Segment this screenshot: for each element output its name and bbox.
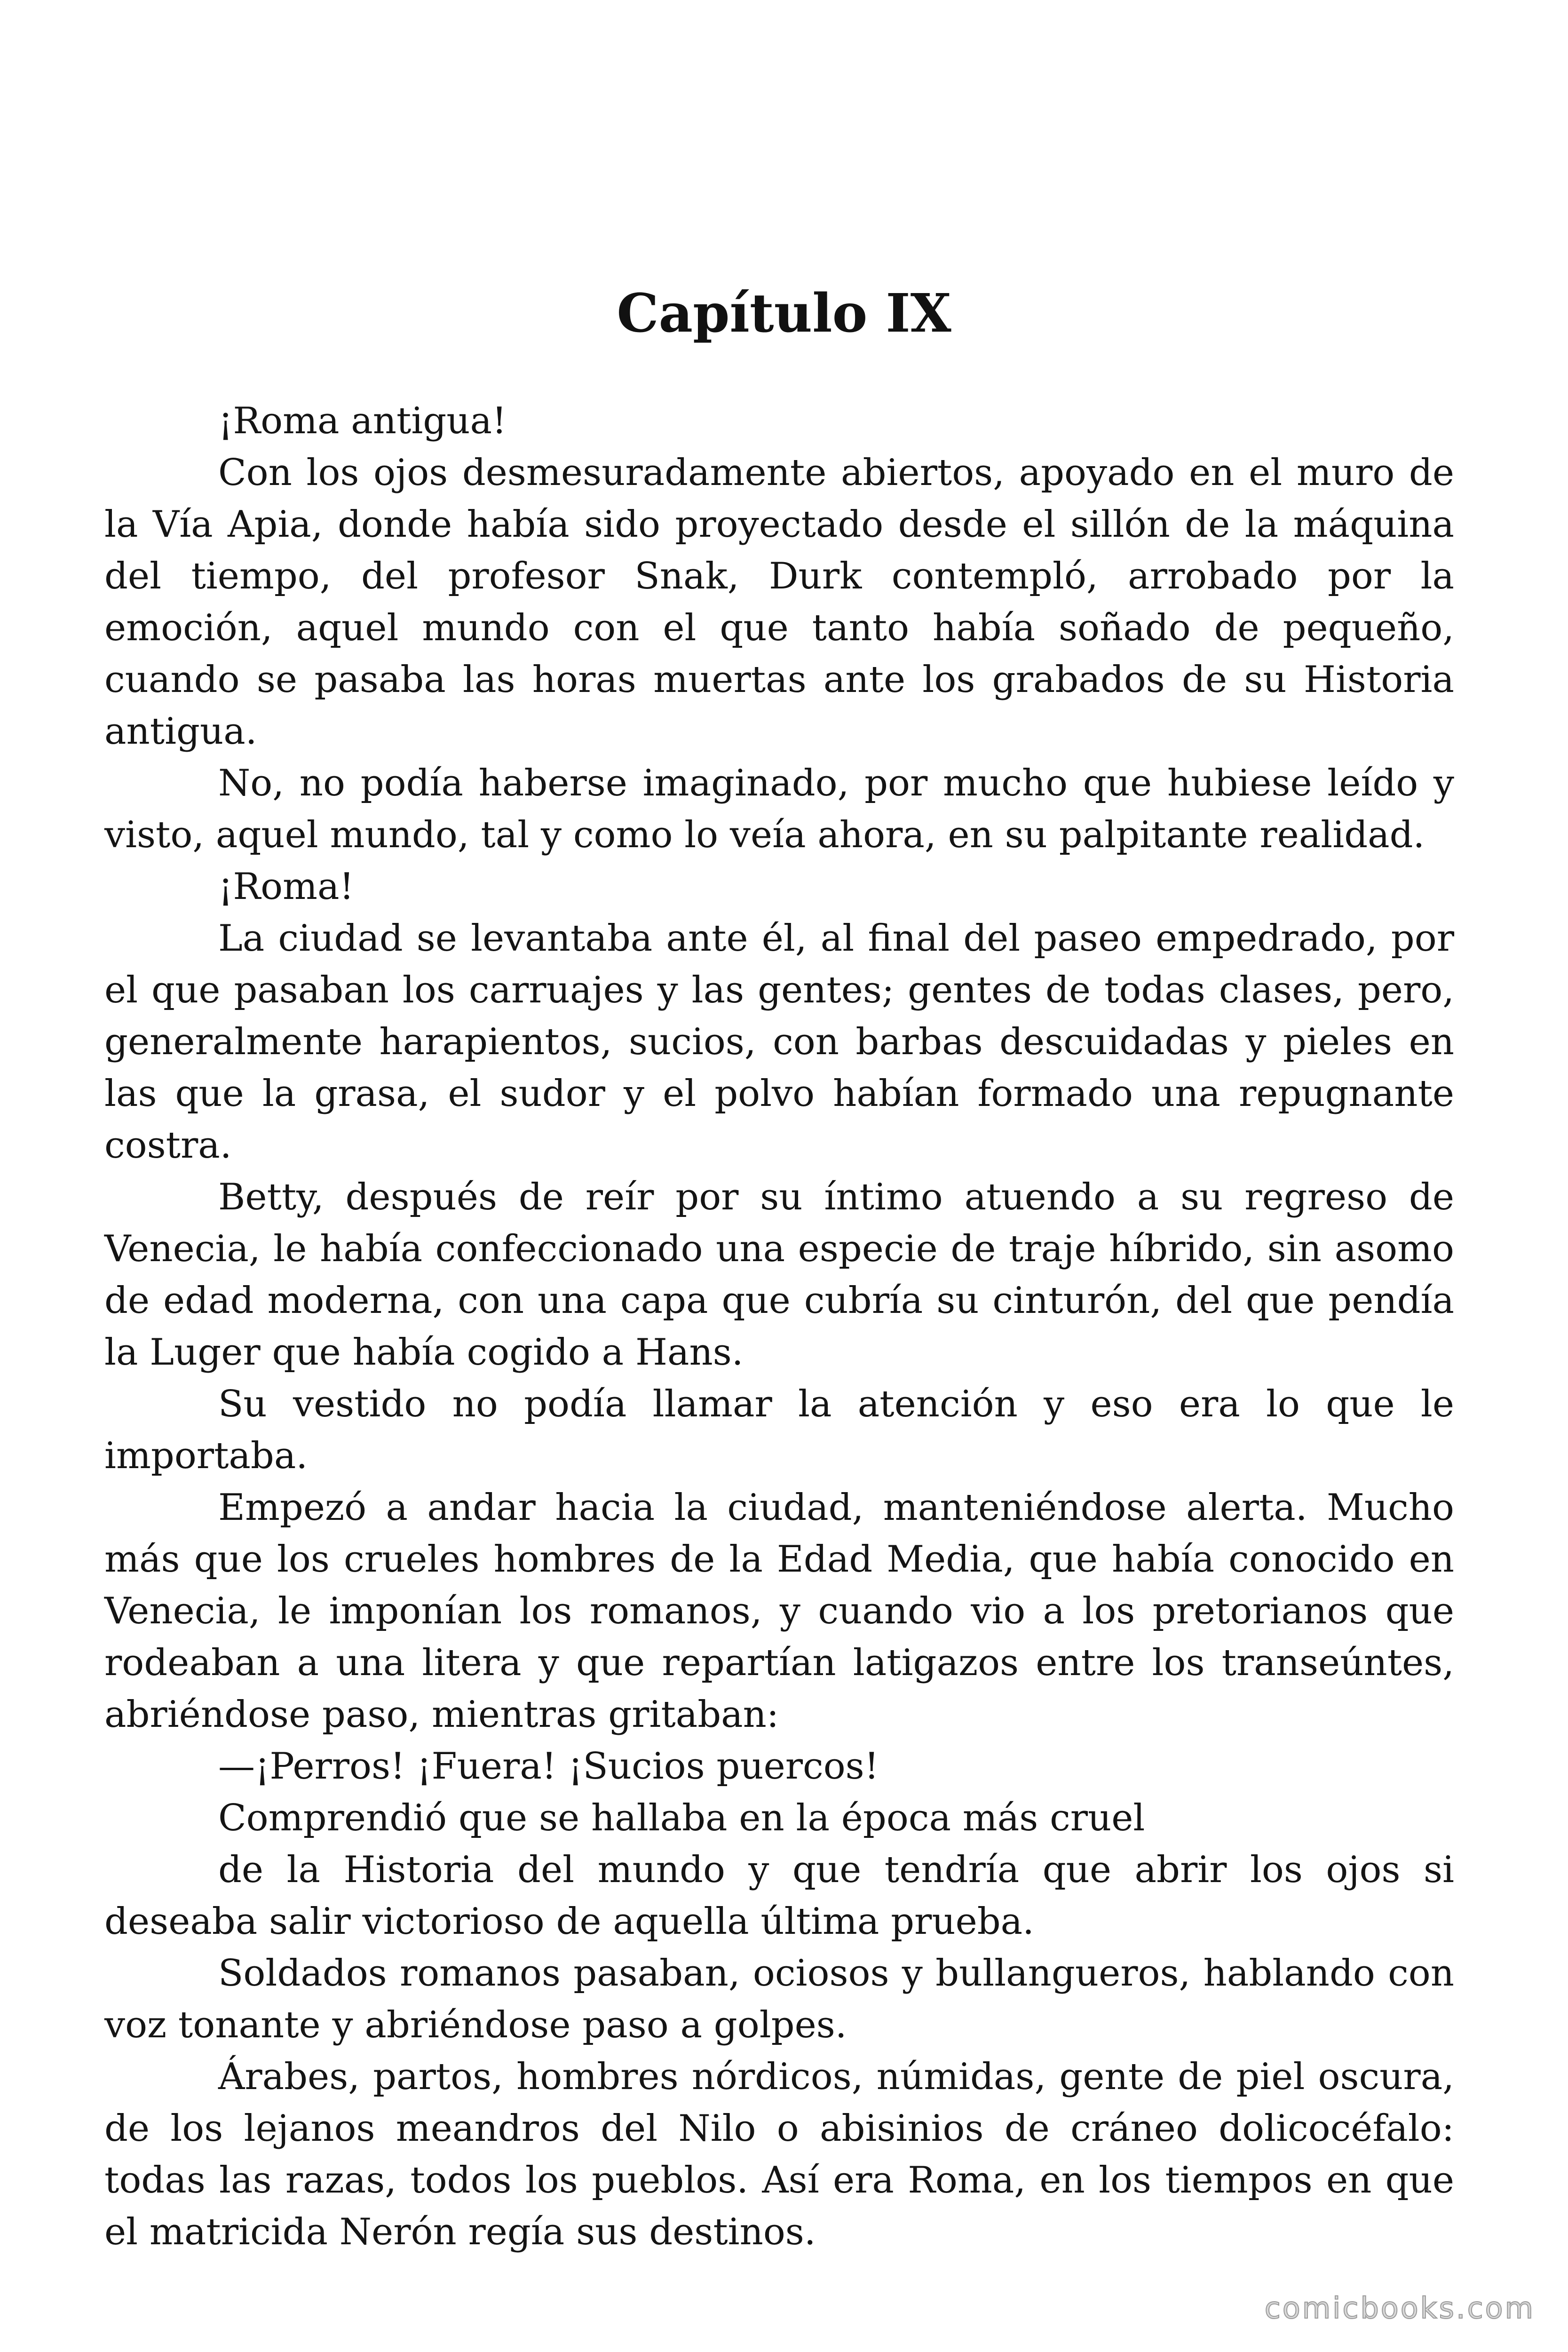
paragraph: Betty, después de reír por su íntimo atuendo a su regreso de Venecia, le había confeccionado una especie de traje híbrido, sin asomo de edad moderna, con una capa que cubría su cinturón, del que pendía la Luger que había cogido a Hans.	[104, 1176, 1454, 1374]
site-watermark: comicbooks.com	[1264, 2291, 1535, 2325]
paragraph: No, no podía haberse imaginado, por mucho que hubiese leído y visto, aquel mundo, tal y como lo veía ahora, en su palpitante realidad.	[104, 762, 1454, 856]
paragraph: La ciudad se levantaba ante él, al final del paseo empedrado, por el que pasaban los carruajes y las gentes; gentes de todas clases, pero, generalmente harapientos, sucios, con barbas descuidadas y pieles en las que la grasa, el sudor y el polvo habían formado una repugnante costra.	[104, 917, 1454, 1167]
paragraph: Empezó a andar hacia la ciudad, manteniéndose alerta. Mucho más que los crueles hombres de la Edad Media, que había conocido en Venecia, le imponían los romanos, y cuando vio a los pretorianos que rodeaban a una litera y que repartían latigazos entre los transeúntes, abriéndose paso, mientras gritaban:	[104, 1486, 1454, 1736]
paragraph: Su vestido no podía llamar la atención y eso era lo que le importaba.	[104, 1383, 1454, 1477]
paragraph: de la Historia del mundo y que tendría que abrir los ojos si deseaba salir victorioso de aquella última prueba.	[104, 1849, 1454, 1943]
paragraph: Con los ojos desmesuradamente abiertos, apoyado en el muro de la Vía Apia, donde había sido proyectado desde el sillón de la máquina del tiempo, del profesor Snak, Durk contempló, arrobado por la emoción, aquel mundo con el que tanto había soñado de pequeño, cuando se pasaba las horas muertas ante los grabados de su Historia antigua.	[104, 452, 1454, 753]
chapter-body	[104, 395, 1454, 2258]
paragraph: —¡Perros! ¡Fuera! ¡Sucios puercos!	[218, 1745, 879, 1788]
chapter-title: Capítulo IX	[617, 283, 951, 344]
paragraph: Árabes, partos, hombres nórdicos, númidas, gente de piel oscura, de los lejanos meandros del Nilo o abisinios de cráneo dolicocéfalo: todas las razas, todos los pueblos. Así era Roma, en los tiempos en que el matricida Nerón regía sus destinos.	[104, 2056, 1454, 2253]
paragraph: ¡Roma antigua!	[218, 400, 507, 442]
paragraph: ¡Roma!	[218, 866, 354, 908]
paragraph: Soldados romanos pasaban, ociosos y bullangueros, hablando con voz tonante y abriéndose paso a golpes.	[104, 1952, 1454, 2046]
paragraph: Comprendió que se hallaba en la época más cruel	[218, 1797, 1145, 1839]
